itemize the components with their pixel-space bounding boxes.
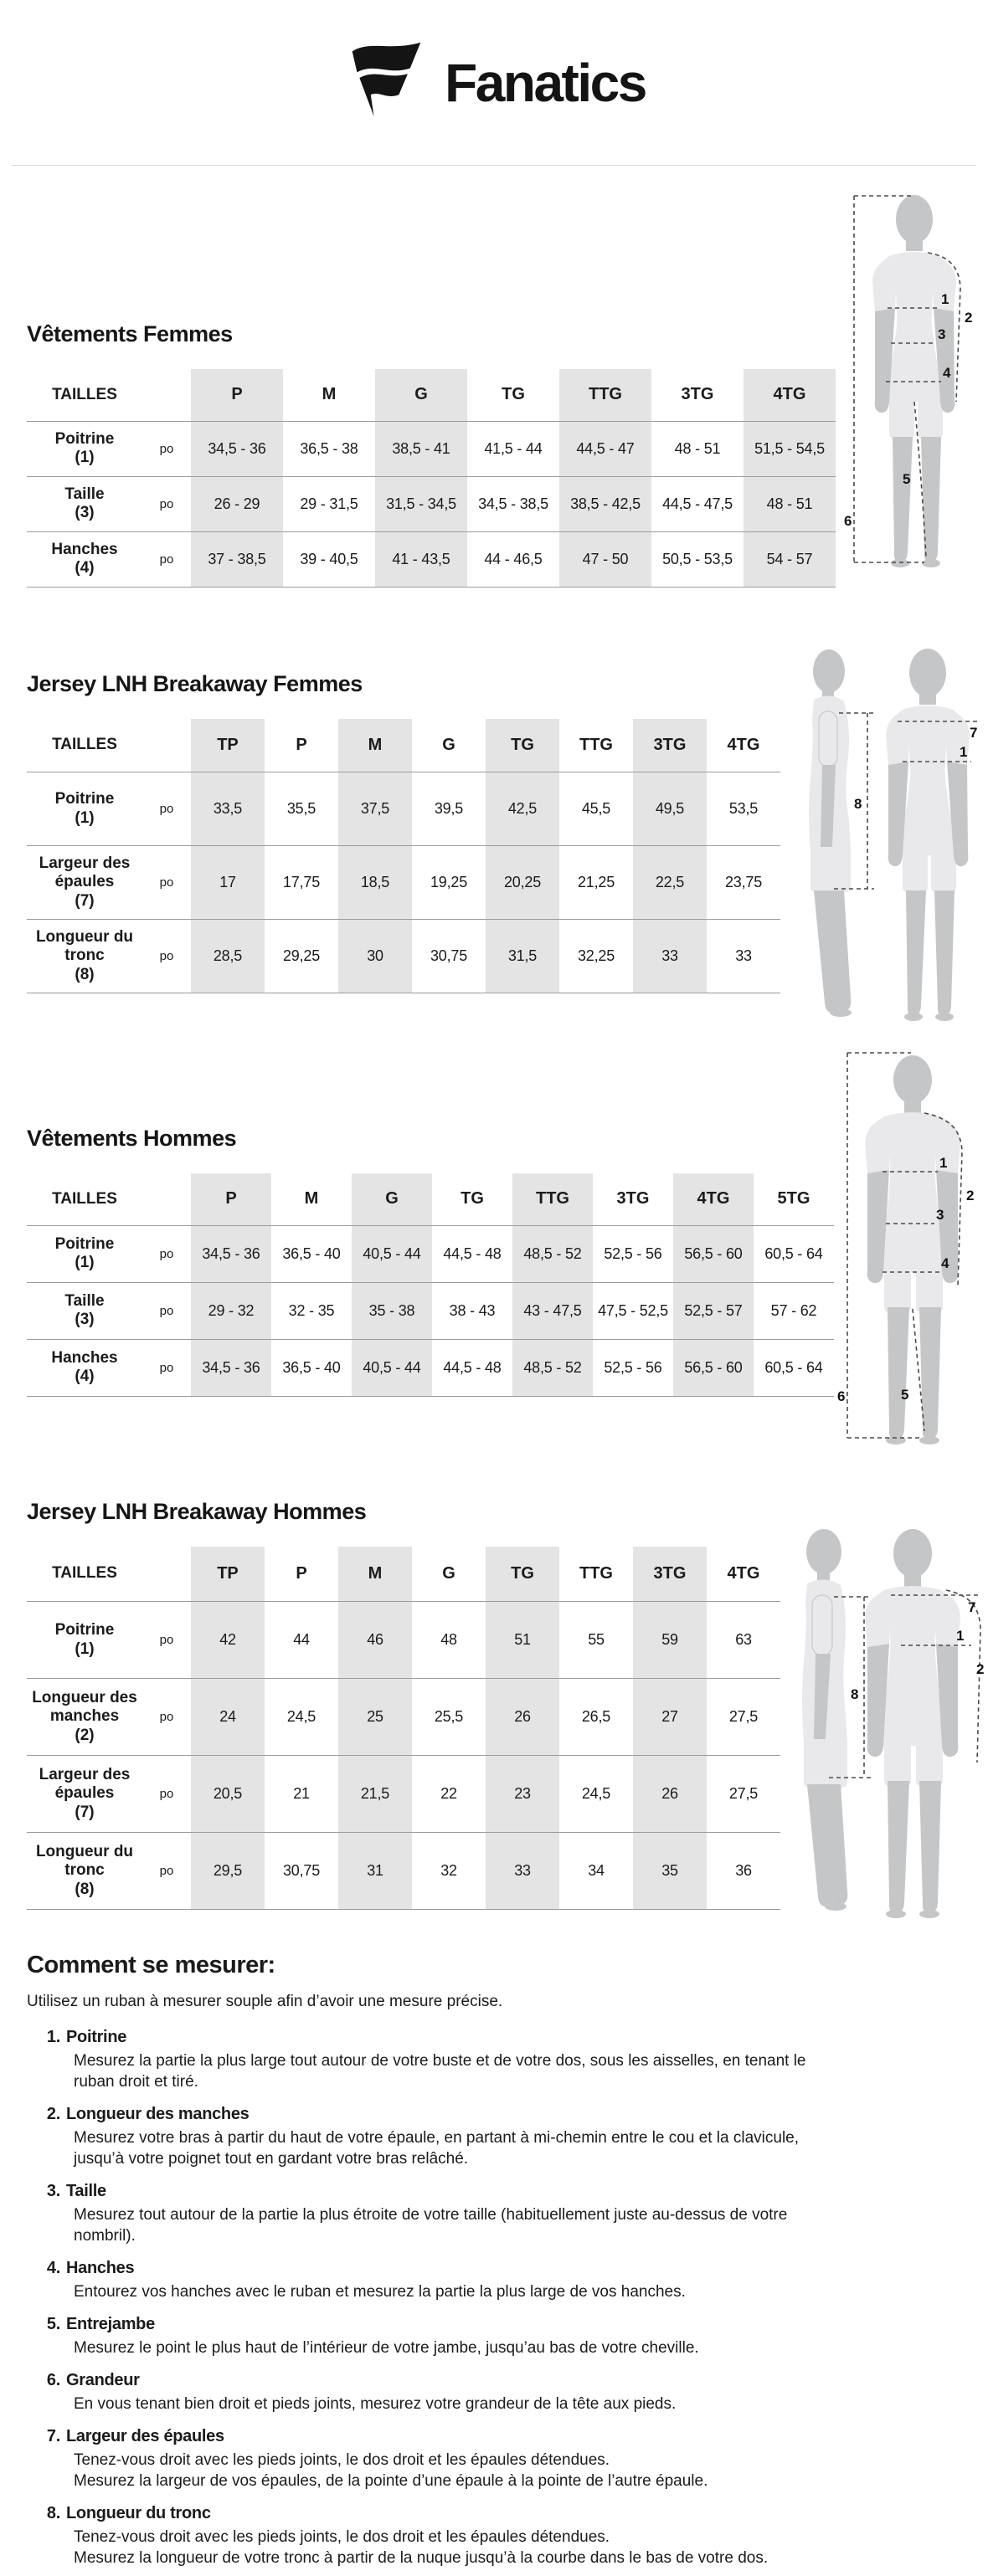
- measure-item-line: Mesurez la longueur de votre tronc à partir de la nuque jusqu’à la courbe dans le bas de votre dos.: [74, 2549, 769, 2567]
- size-value-cell: 56,5 - 60: [673, 1225, 754, 1282]
- unit-cell: po: [159, 949, 174, 963]
- row-label-text: Longueur des manches: [32, 1688, 137, 1726]
- unit-column-header: [142, 1547, 191, 1602]
- table-row: [27, 1833, 780, 1910]
- size-value-cell: 34,5 - 36: [191, 421, 283, 476]
- size-value-cell: 38 - 43: [449, 1301, 496, 1319]
- header-row: [27, 719, 780, 772]
- row-label-ref: (1): [75, 1640, 95, 1658]
- unit-cell: po: [159, 552, 174, 567]
- sizes-header-label: TAILLES: [52, 1189, 117, 1208]
- measure-item: [27, 2259, 861, 2302]
- size-value-cell: 51,5 - 54,5: [744, 421, 836, 476]
- column-header-tp: TP: [191, 719, 265, 772]
- size-value-cell: 29 - 31,5: [300, 495, 358, 512]
- size-value-cell: 27: [633, 1679, 707, 1756]
- size-value-cell: 36,5 - 40: [282, 1244, 341, 1262]
- size-value-cell: 44,5 - 48: [443, 1358, 502, 1376]
- column-header-m: M: [338, 1547, 412, 1602]
- row-label-text: Taille: [64, 485, 105, 503]
- measure-item: [27, 2182, 861, 2246]
- size-value-cell: 34,5 - 36: [191, 1339, 271, 1396]
- measure-item-title: Longueur du tronc: [66, 2504, 211, 2522]
- measure-item-heading: [40, 2427, 861, 2446]
- measure-item: [27, 2028, 861, 2092]
- table-row: [27, 846, 780, 920]
- size-value-cell: 29,25: [282, 947, 321, 964]
- section-title-jersey-hommes: Jersey LNH Breakaway Hommes: [27, 1498, 367, 1524]
- header-logo: [0, 0, 988, 165]
- table-row: [27, 1756, 780, 1833]
- measure-item-body: [74, 2204, 844, 2246]
- callout-hips-number: 4: [943, 365, 951, 381]
- size-value-cell: 20,25: [486, 846, 559, 920]
- unit-column-header: [142, 1173, 191, 1225]
- size-value-cell: 52,5 - 56: [604, 1358, 662, 1376]
- measure-item-number: 5.: [46, 2315, 60, 2333]
- size-value-cell: 35: [633, 1833, 707, 1910]
- column-header-m: M: [322, 385, 337, 404]
- size-value-cell: 25,5: [434, 1708, 464, 1725]
- size-value-cell: 33: [486, 1833, 559, 1910]
- callout-sleeve-number: 2: [976, 1661, 985, 1677]
- size-value-cell: 42,5: [486, 772, 559, 846]
- measure-item-heading: [40, 2105, 861, 2124]
- column-header-3tg: 3TG: [633, 1547, 707, 1602]
- row-label: [27, 1756, 142, 1833]
- measure-item-title: Entrejambe: [66, 2315, 155, 2333]
- column-header-g: G: [352, 1173, 432, 1225]
- row-label-ref: (3): [75, 1311, 95, 1328]
- measure-item-line: En vous tenant bien droit et pieds joints, mesurez votre grandeur de la tête aux pieds.: [74, 2395, 677, 2413]
- size-value-cell: 33: [633, 920, 707, 993]
- size-value-cell: 34,5 - 38,5: [478, 495, 548, 512]
- size-value-cell: 30,75: [282, 1862, 321, 1879]
- row-label-text: Largeur des épaules: [39, 1765, 131, 1803]
- measure-item: [27, 2504, 861, 2568]
- table-row: [27, 421, 836, 476]
- size-value-cell: 53,5: [728, 800, 759, 817]
- size-value-cell: 47,5 - 52,5: [598, 1301, 668, 1319]
- size-value-cell: 34: [588, 1862, 605, 1879]
- size-value-cell: 31: [338, 1833, 412, 1910]
- callout-chest-number: 1: [939, 1155, 948, 1171]
- size-value-cell: 17,75: [282, 874, 321, 890]
- size-value-cell: 54 - 57: [744, 531, 836, 587]
- size-value-cell: 25: [338, 1679, 412, 1756]
- size-value-cell: 44: [293, 1631, 310, 1648]
- callout-height-number: 6: [844, 513, 852, 529]
- callout-torso-number: 8: [851, 1686, 859, 1702]
- measure-item-body: [74, 2527, 844, 2568]
- table-row: [27, 772, 780, 846]
- column-header-p: P: [296, 735, 307, 754]
- measure-item-body: [74, 2450, 844, 2491]
- measure-item-number: 7.: [46, 2427, 60, 2445]
- row-label-text: Longueur du tronc: [35, 927, 134, 965]
- callout-chest-number: 1: [960, 744, 968, 760]
- unit-cell: po: [159, 496, 174, 511]
- measure-item-title: Longueur des manches: [66, 2105, 250, 2123]
- unit-column-header: [142, 369, 191, 421]
- unit-cell: po: [159, 875, 174, 890]
- size-value-cell: 57 - 62: [770, 1301, 817, 1319]
- size-value-cell: 21: [293, 1785, 310, 1802]
- size-value-cell: 44,5 - 47,5: [662, 495, 733, 512]
- header-row: [27, 1173, 834, 1225]
- column-header-ttg: TTG: [579, 735, 613, 754]
- callout-waist-number: 3: [936, 1207, 944, 1223]
- measure-item-number: 1.: [46, 2028, 60, 2046]
- row-label-text: Poitrine: [54, 790, 115, 808]
- size-table-jersey-hommes: [27, 1547, 780, 1911]
- unit-cell: po: [159, 1246, 174, 1261]
- figure-head: [896, 195, 933, 244]
- measure-item-line: Mesurez la largeur de vos épaules, de la pointe d’une épaule à la pointe de l’autre épaule.: [74, 2472, 708, 2490]
- size-value-cell: 32: [440, 1862, 457, 1879]
- size-value-cell: 27,5: [728, 1708, 759, 1725]
- row-label-text: Poitrine: [54, 1234, 115, 1253]
- callout-waist-number: 3: [938, 326, 946, 342]
- row-label-text: Largeur des épaules: [39, 854, 131, 891]
- size-value-cell: 32,25: [577, 947, 615, 964]
- size-value-cell: 55: [588, 1631, 605, 1648]
- size-value-cell: 59: [633, 1602, 707, 1679]
- size-value-cell: 50,5 - 53,5: [662, 550, 733, 567]
- size-value-cell: 56,5 - 60: [673, 1339, 754, 1396]
- callout-chest-number: 1: [956, 1628, 965, 1644]
- size-value-cell: 47 - 50: [559, 531, 651, 587]
- table-row: [27, 531, 836, 587]
- size-value-cell: 38,5 - 42,5: [559, 476, 651, 531]
- measure-item-line: Mesurez votre bras à partir du haut de votre épaule, en partant à mi-chemin entre le cou et la clavicule, jusqu’à votre poignet tout en gardant votre bras relâché.: [74, 2129, 800, 2168]
- size-value-cell: 26 - 29: [191, 476, 283, 531]
- measure-item-heading: [40, 2182, 861, 2201]
- size-value-cell: 24,5: [581, 1785, 611, 1802]
- column-header-g: G: [375, 369, 467, 421]
- row-label-ref: (1): [75, 449, 95, 466]
- male-pair-figure: [782, 1518, 986, 1932]
- measure-item: [27, 2427, 861, 2491]
- measure-item-body: [74, 2394, 844, 2414]
- fanatics-wordmark: Fanatics: [445, 52, 646, 113]
- unit-cell: po: [159, 1787, 174, 1801]
- row-label: [27, 846, 142, 920]
- column-header-3tg: 3TG: [633, 719, 707, 772]
- size-value-cell: 35,5: [286, 800, 316, 817]
- column-header-p: P: [191, 1173, 271, 1225]
- measure-item-body: [74, 2050, 844, 2092]
- row-label: [27, 772, 142, 846]
- measure-item-body: [74, 2337, 844, 2358]
- size-value-cell: 26: [486, 1679, 559, 1756]
- size-value-cell: 48: [440, 1631, 457, 1648]
- row-label-text: Poitrine: [54, 429, 115, 448]
- callout-inseam-number: 5: [903, 471, 911, 487]
- row-label-text: Poitrine: [54, 1621, 115, 1640]
- table-row: [27, 1679, 780, 1756]
- column-header-3tg: 3TG: [681, 385, 714, 404]
- column-header-m: M: [338, 719, 412, 772]
- callout-chest-number: 1: [941, 291, 949, 307]
- size-value-cell: 21,5: [338, 1756, 412, 1833]
- size-value-cell: 41,5 - 44: [484, 439, 543, 457]
- male-front-figure: [836, 1044, 985, 1462]
- measure-item-body: [74, 2281, 844, 2302]
- callout-sleeve-number: 2: [966, 1188, 975, 1203]
- column-header-4tg: 4TG: [727, 1563, 760, 1583]
- table-row: [27, 1602, 780, 1679]
- row-label-ref: (4): [75, 1368, 95, 1385]
- table-row: [27, 1282, 834, 1339]
- column-header-3tg: 3TG: [616, 1189, 650, 1208]
- size-value-cell: 46: [338, 1602, 412, 1679]
- size-value-cell: 21,25: [577, 874, 615, 890]
- table-row: [27, 476, 836, 531]
- callout-height-number: 6: [837, 1388, 846, 1404]
- column-header-ttg: TTG: [559, 369, 651, 421]
- unit-cell: po: [159, 1303, 174, 1318]
- size-value-cell: 48 - 51: [744, 476, 836, 531]
- measure-item-number: 2.: [46, 2105, 60, 2123]
- size-value-cell: 48 - 51: [674, 439, 721, 457]
- column-header-g: G: [442, 735, 455, 754]
- fanatics-flag-icon: [342, 38, 430, 119]
- row-label: [27, 1339, 142, 1396]
- row-label: [27, 531, 142, 587]
- measure-item: [27, 2371, 861, 2414]
- size-value-cell: 22: [440, 1785, 457, 1802]
- unit-cell: po: [159, 1633, 174, 1647]
- size-value-cell: 44,5 - 47: [559, 421, 651, 476]
- column-header-4tg: 4TG: [727, 735, 760, 754]
- measure-item-number: 4.: [46, 2259, 60, 2277]
- measure-item-line: Mesurez le point le plus haut de l’intérieur de votre jambe, jusqu’au bas de votre cheville.: [74, 2339, 699, 2357]
- size-value-cell: 35 - 38: [352, 1282, 432, 1339]
- header-row: [27, 1547, 780, 1602]
- column-header-p: P: [191, 369, 283, 421]
- measure-item-title: Hanches: [66, 2259, 135, 2277]
- size-value-cell: 36,5 - 38: [300, 439, 358, 457]
- size-value-cell: 32 - 35: [288, 1301, 335, 1319]
- measure-item-heading: [40, 2504, 861, 2523]
- row-label-ref: (8): [75, 1880, 95, 1898]
- section-title-vetements-hommes: Vêtements Hommes: [27, 1126, 237, 1151]
- size-value-cell: 33,5: [191, 772, 265, 846]
- size-value-cell: 28,5: [191, 920, 265, 993]
- row-label: [27, 1679, 142, 1756]
- table-row: [27, 1225, 834, 1282]
- size-value-cell: 51: [486, 1602, 559, 1679]
- measure-item-line: Entourez vos hanches avec le ruban et mesurez la partie la plus large de vos hanches.: [74, 2283, 686, 2301]
- callout-torso-number: 8: [854, 796, 862, 812]
- size-table-jersey-femmes: [27, 719, 780, 994]
- row-label-ref: (8): [75, 965, 95, 983]
- row-label-ref: (1): [75, 1254, 95, 1271]
- unit-cell: po: [159, 1360, 174, 1375]
- row-label-ref: (4): [75, 559, 95, 577]
- measure-item-number: 8.: [46, 2504, 60, 2522]
- size-value-cell: 26,5: [581, 1708, 611, 1725]
- measure-item-heading: [40, 2315, 861, 2334]
- size-table-vetements-hommes: [27, 1173, 834, 1397]
- size-value-cell: 45,5: [581, 800, 611, 817]
- size-value-cell: 19,25: [430, 874, 468, 890]
- size-value-cell: 48,5 - 52: [512, 1225, 593, 1282]
- measure-item-line: Mesurez tout autour de la partie la plus étroite de votre taille (habituellement juste au-dessus de votre nombril).: [74, 2206, 788, 2245]
- column-header-tg: TG: [486, 1547, 559, 1602]
- row-label-ref: (3): [75, 504, 95, 521]
- size-value-cell: 18,5: [338, 846, 412, 920]
- measure-item: [27, 2105, 861, 2169]
- measure-item-heading: [40, 2028, 861, 2047]
- column-header-p: P: [296, 1563, 307, 1583]
- callout-hips-number: 4: [941, 1255, 949, 1271]
- row-label-text: Hanches: [51, 540, 118, 558]
- measure-item-number: 6.: [46, 2371, 60, 2389]
- size-value-cell: 60,5 - 64: [764, 1244, 823, 1262]
- size-value-cell: 43 - 47,5: [512, 1282, 593, 1339]
- size-value-cell: 48,5 - 52: [512, 1339, 593, 1396]
- row-label: [27, 920, 142, 993]
- measure-item: [27, 2315, 861, 2358]
- row-label-ref: (7): [75, 891, 95, 910]
- size-value-cell: 26: [633, 1756, 707, 1833]
- size-value-cell: 52,5 - 56: [604, 1244, 662, 1262]
- measure-intro: Utilisez un ruban à mesurer souple afin d’avoir une mesure précise.: [27, 1993, 503, 2010]
- row-label: [27, 1602, 142, 1679]
- column-header-4tg: 4TG: [744, 369, 836, 421]
- size-value-cell: 40,5 - 44: [352, 1339, 432, 1396]
- size-value-cell: 37,5: [338, 772, 412, 846]
- row-label: [27, 1225, 142, 1282]
- size-value-cell: 34,5 - 36: [191, 1225, 271, 1282]
- size-value-cell: 33: [735, 947, 752, 964]
- row-label-ref: (2): [75, 1726, 95, 1744]
- size-value-cell: 40,5 - 44: [352, 1225, 432, 1282]
- measure-list: [27, 2028, 988, 2568]
- size-value-cell: 44 - 46,5: [484, 550, 543, 567]
- column-header-tg: TG: [486, 719, 559, 772]
- unit-cell: po: [159, 1710, 174, 1724]
- size-value-cell: 39 - 40,5: [300, 550, 358, 567]
- measure-item-title: Grandeur: [66, 2371, 140, 2389]
- row-label-ref: (1): [75, 808, 95, 827]
- measure-item-title: Poitrine: [66, 2028, 127, 2046]
- size-table-vetements-femmes: [27, 369, 836, 588]
- size-value-cell: 39,5: [434, 800, 464, 817]
- size-value-cell: 29 - 32: [191, 1282, 271, 1339]
- callout-shoulders-number: 7: [968, 1599, 976, 1615]
- measure-item-title: Taille: [66, 2182, 106, 2200]
- female-front-figure: [842, 186, 980, 575]
- row-label: [27, 1833, 142, 1910]
- header-divider: [12, 165, 976, 166]
- column-header-m: M: [304, 1189, 319, 1208]
- size-value-cell: 27,5: [728, 1785, 759, 1802]
- size-value-cell: 36: [735, 1862, 752, 1879]
- unit-cell: po: [159, 441, 174, 456]
- sizes-header-label: TAILLES: [52, 736, 117, 754]
- measure-item-line: Tenez-vous droit avec les pieds joints, le dos droit et les épaules détendues.: [74, 2451, 610, 2469]
- measure-section-title: Comment se mesurer:: [27, 1952, 275, 1978]
- column-header-5tg: 5TG: [777, 1189, 810, 1208]
- callout-shoulders-number: 7: [970, 725, 978, 741]
- size-value-cell: 60,5 - 64: [764, 1358, 823, 1376]
- size-value-cell: 41 - 43,5: [375, 531, 467, 587]
- measure-item-number: 3.: [46, 2182, 60, 2200]
- unit-cell: po: [159, 802, 174, 816]
- unit-column-header: [142, 719, 191, 772]
- measure-item-heading: [40, 2371, 861, 2390]
- callout-inseam-number: 5: [901, 1387, 909, 1403]
- column-header-tg: TG: [461, 1189, 484, 1208]
- size-value-cell: 31,5: [486, 920, 559, 993]
- size-value-cell: 29,5: [191, 1833, 265, 1910]
- column-header-g: G: [442, 1563, 455, 1583]
- size-value-cell: 38,5 - 41: [375, 421, 467, 476]
- size-value-cell: 63: [735, 1631, 752, 1648]
- table-row: [27, 920, 780, 993]
- size-value-cell: 24: [191, 1679, 265, 1756]
- row-label: [27, 476, 142, 531]
- size-value-cell: 30: [338, 920, 412, 993]
- size-value-cell: 24,5: [286, 1708, 316, 1725]
- size-value-cell: 42: [191, 1602, 265, 1679]
- column-header-4tg: 4TG: [673, 1173, 754, 1225]
- size-value-cell: 20,5: [191, 1756, 265, 1833]
- measure-item-title: Largeur des épaules: [66, 2427, 224, 2445]
- size-value-cell: 23: [486, 1756, 559, 1833]
- measure-item-heading: [40, 2259, 861, 2278]
- row-label-text: Taille: [64, 1291, 105, 1310]
- size-value-cell: 31,5 - 34,5: [375, 476, 467, 531]
- size-value-cell: 23,75: [724, 874, 763, 890]
- row-label: [27, 1282, 142, 1339]
- column-header-tp: TP: [191, 1547, 265, 1602]
- row-label-text: Hanches: [51, 1348, 118, 1367]
- size-value-cell: 17: [191, 846, 265, 920]
- measure-item-line: Tenez-vous droit avec les pieds joints, le dos droit et les épaules détendues.: [74, 2528, 610, 2546]
- size-value-cell: 30,75: [430, 947, 468, 964]
- sizes-header-label: TAILLES: [52, 1564, 117, 1583]
- sizes-header-label: TAILLES: [52, 385, 117, 403]
- column-header-ttg: TTG: [579, 1563, 613, 1583]
- measure-item-line: Mesurez la partie la plus large tout autour de votre buste et de votre dos, sous les aisselles, en tenant le ruban droit et tiré.: [74, 2052, 806, 2091]
- female-pair-figure: [790, 639, 985, 1037]
- column-header-tg: TG: [502, 385, 525, 404]
- header-row: [27, 369, 836, 421]
- row-label: [27, 421, 142, 476]
- size-value-cell: 36,5 - 40: [282, 1358, 341, 1376]
- size-value-cell: 52,5 - 57: [673, 1282, 754, 1339]
- row-label-text: Longueur du tronc: [35, 1842, 134, 1880]
- unit-cell: po: [159, 1864, 174, 1878]
- section-title-jersey-femmes: Jersey LNH Breakaway Femmes: [27, 670, 363, 696]
- table-row: [27, 1339, 834, 1396]
- size-value-cell: 49,5: [633, 772, 707, 846]
- size-value-cell: 37 - 38,5: [191, 531, 283, 587]
- column-header-ttg: TTG: [512, 1173, 593, 1225]
- callout-sleeve-number: 2: [965, 310, 973, 326]
- size-value-cell: 44,5 - 48: [443, 1244, 502, 1262]
- row-label-ref: (7): [75, 1803, 95, 1821]
- size-value-cell: 22,5: [633, 846, 707, 920]
- measure-item-body: [74, 2127, 844, 2169]
- section-title-vetements-femmes: Vêtements Femmes: [27, 321, 233, 346]
